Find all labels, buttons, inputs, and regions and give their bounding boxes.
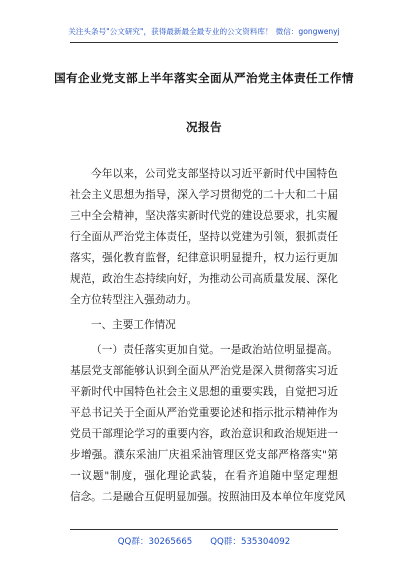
body-line: 社会主义思想为指导，深入学习贯彻党的二十大和二十届 [70, 189, 338, 201]
document-title-line-2: 况报告 [186, 120, 222, 134]
banner-promo-text: 关注头条号"公文研究"，获得最新最全最专业的公文资料库！ [68, 27, 273, 36]
banner-wechat-text: 微信：gongwenyj [275, 27, 340, 36]
body-line: 基层党支部能够认识到全面从严治党是深入贯彻落实习近 [70, 365, 338, 377]
body-line: 规范，政治生态持续向好，为推动公司高质量发展、深化 [70, 273, 338, 285]
body-line: 今年以来，公司党支部坚持以习近平新时代中国特色 [91, 168, 338, 180]
header-rule [70, 42, 338, 43]
body-line: 步增强。濮东采油厂庆祖采油管理区党支部严格落实"第 [70, 449, 338, 461]
footer-rule [70, 529, 338, 530]
body-line: 党员干部理论学习的重要内容，政治意识和政治规矩进一 [70, 428, 338, 440]
body-line: 行全面从严治党主体责任，坚持以党建为引领，狠抓责任 [70, 231, 338, 243]
document-title-line-1: 国有企业党支部上半年落实全面从严治党主体责任工作情 [54, 71, 354, 85]
body-line: 信念。二是融合互促明显加强。按照油田及本单位年度党风 [70, 491, 346, 503]
footer-qq-group-1: QQ群：30265665 [117, 537, 193, 547]
body-line: 平总书记关于全面从严治党重要论述和指示批示精神作为 [70, 407, 338, 419]
footer-contacts [0, 535, 408, 547]
body-line: 三中全会精神，坚决落实新时代党的建设总要求，扎实履 [70, 210, 338, 222]
body-line: （一）责任落实更加自觉。一是政治站位明显提高。 [91, 344, 338, 356]
section-heading: 一、主要工作情况 [91, 319, 176, 331]
body-line: 全方位转型注入强劲动力。 [70, 294, 198, 306]
body-line: 一议题"制度，强化理论武装，在看齐追随中坚定理想 [70, 470, 338, 482]
header-banner [0, 26, 408, 37]
body-line: 平新时代中国特色社会主义思想的重要实践，自觉把习近 [70, 386, 338, 398]
footer-qq-group-2: QQ群：535304092 [210, 537, 291, 547]
body-line: 落实，强化教育监督，纪律意识明显提升，权力运行更加 [70, 252, 338, 264]
